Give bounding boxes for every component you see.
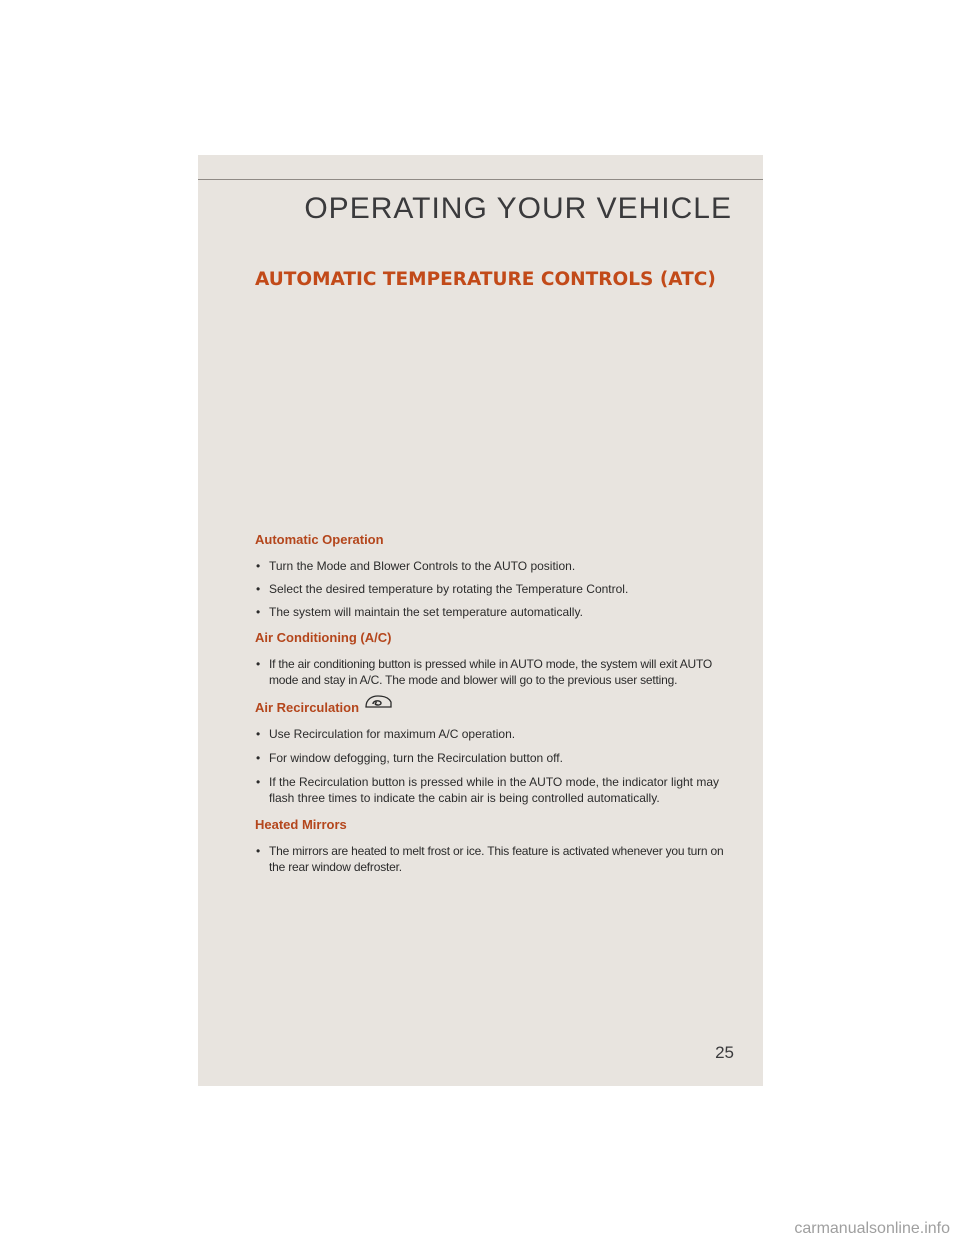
list-item: • Turn the Mode and Blower Controls to the AUTO position. [255, 558, 735, 574]
air-recirculation-heading-text: Air Recirculation [255, 700, 360, 715]
air-recirculation-list [255, 726, 735, 806]
air-recirculation-heading [255, 700, 735, 716]
air-conditioning-list [255, 656, 735, 688]
list-item: • The mirrors are heated to melt frost or ice. This feature is activated whenever you turn on the rear window defroster. [255, 843, 735, 875]
list-item: • Use Recirculation for maximum A/C operation. [255, 726, 735, 742]
air-conditioning-heading: Air Conditioning (A/C) [255, 630, 392, 645]
list-item: • For window defogging, turn the Recirculation button off. [255, 750, 735, 766]
list-item: • If the air conditioning button is pressed while in AUTO mode, the system will exit AUTO mode and stay in A/C. The mode and blower will go to the previous user setting. [255, 656, 735, 688]
heated-mirrors-list [255, 843, 735, 875]
section-title: AUTOMATIC TEMPERATURE CONTROLS (ATC) [255, 269, 716, 290]
automatic-operation-heading: Automatic Operation [255, 532, 384, 547]
list-item: • The system will maintain the set temperature automatically. [255, 604, 735, 620]
manual-page [198, 155, 763, 1086]
page-number: 25 [715, 1043, 734, 1062]
watermark: carmanualsonline.info [794, 1220, 950, 1237]
control-panel-image-area [255, 305, 735, 525]
page-content [255, 532, 735, 875]
header-rule [198, 179, 763, 180]
page-header-title: OPERATING YOUR VEHICLE [304, 192, 732, 225]
list-item: • If the Recirculation button is pressed while in the AUTO mode, the indicator light may flash three times to indicate the cabin air is being controlled automatically. [255, 774, 735, 806]
list-item: • Select the desired temperature by rotating the Temperature Control. [255, 581, 735, 597]
automatic-operation-list [255, 558, 735, 620]
heated-mirrors-heading: Heated Mirrors [255, 817, 347, 832]
recirculation-icon [363, 694, 393, 710]
